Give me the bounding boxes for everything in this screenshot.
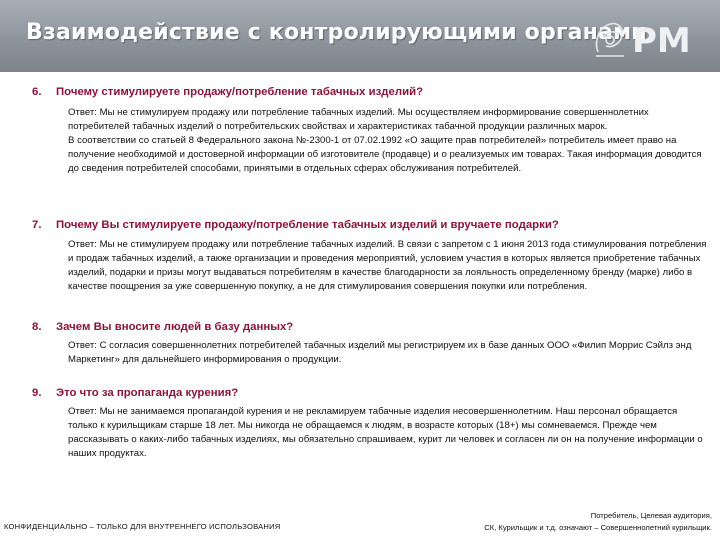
answer-8 [68,339,708,367]
footnote-line: СК, Курильщик и т.д. означают – Совершеннолетний курильщик. [484,523,712,532]
question-text: Почему стимулируете продажу/потребление табачных изделий? [56,86,424,98]
header-bar [0,0,720,72]
answer-paragraph: Ответ: Мы не стимулируем продажу или потребление табачных изделий. В связи с запретом с 1 июня 2013 года стимулирования потребления и продаж табачных изделий, а также организации и проведения мероприятий, условием участия в которых является приобретение табачных изделий, подарки и призы могут выдаваться потребителям в качестве благодарности за лояльность определенному бренду (марке) либо в качестве поощрения за уже совершенную покупку, а не для стимулирования совершения покупки или потребления. [68,239,707,292]
footnote [484,510,712,534]
question-7 [32,219,559,231]
question-number: 8. [32,321,42,333]
company-logo [588,12,698,64]
footnote-line: Потребитель, Целевая аудитория, [590,511,712,520]
logo-text: PM [632,21,691,61]
question-9 [32,387,238,399]
answer-7 [68,238,708,294]
question-number: 9. [32,387,42,399]
page-title: Взаимодействие с контролирующими органами [26,20,647,45]
question-8 [32,321,293,333]
question-number: 7. [32,219,42,231]
answer-paragraph: Ответ: Мы не занимаемся пропагандой курения и не рекламируем табачные изделия несовершеннолетним. Наш персонал обращается только к курильщикам старше 18 лет. Мы никогда не обращаемся к людям, в возрасте которых (18+) мы сомневаемся. Прежде чем рассказывать о каких-либо табачных изделиях, мы обязательно спрашиваем, курит ли человек и согласен ли он на получение информации о наших продуктах. [68,406,703,459]
answer-paragraph: Ответ: С согласия совершеннолетних потребителей табачных изделий мы регистрируем их в базе данных ООО «Филип Моррис Сэйлз энд Маркетинг» для дальнейшего информирования о продукции. [68,340,692,365]
question-number: 6. [32,86,42,98]
question-text: Это что за пропаганда курения? [56,387,239,399]
answer-9 [68,405,708,461]
question-6 [32,86,423,98]
answer-6 [68,106,708,176]
question-text: Зачем Вы вносите людей в базу данных? [56,321,294,333]
crest-icon [596,24,624,56]
question-text: Почему Вы стимулируете продажу/потребление табачных изделий и вручаете подарки? [56,219,559,231]
answer-paragraph: Ответ: Мы не стимулируем продажу или потребление табачных изделий. Мы осуществляем информирование совершеннолетних потребителей табачных изделий о потребительских свойствах и характеристиках табачной продукции различных марок. [68,107,649,132]
answer-paragraph: В соответствии со статьей 8 Федерального закона №-2300-1 от 07.02.1992 «О защите прав потребителей» потребитель имеет право на получение необходимой и достоверной информации об изготовителе (продавце) и о реализуемых им товарах. Такая информация доводится до сведения потребителей способами, принятыми в отдельных сферах обслуживания потребителей. [68,135,702,174]
confidential-notice: КОНФИДЕНЦИАЛЬНО – ТОЛЬКО ДЛЯ ВНУТРЕННЕГО ИСПОЛЬЗОВАНИЯ [4,522,281,531]
